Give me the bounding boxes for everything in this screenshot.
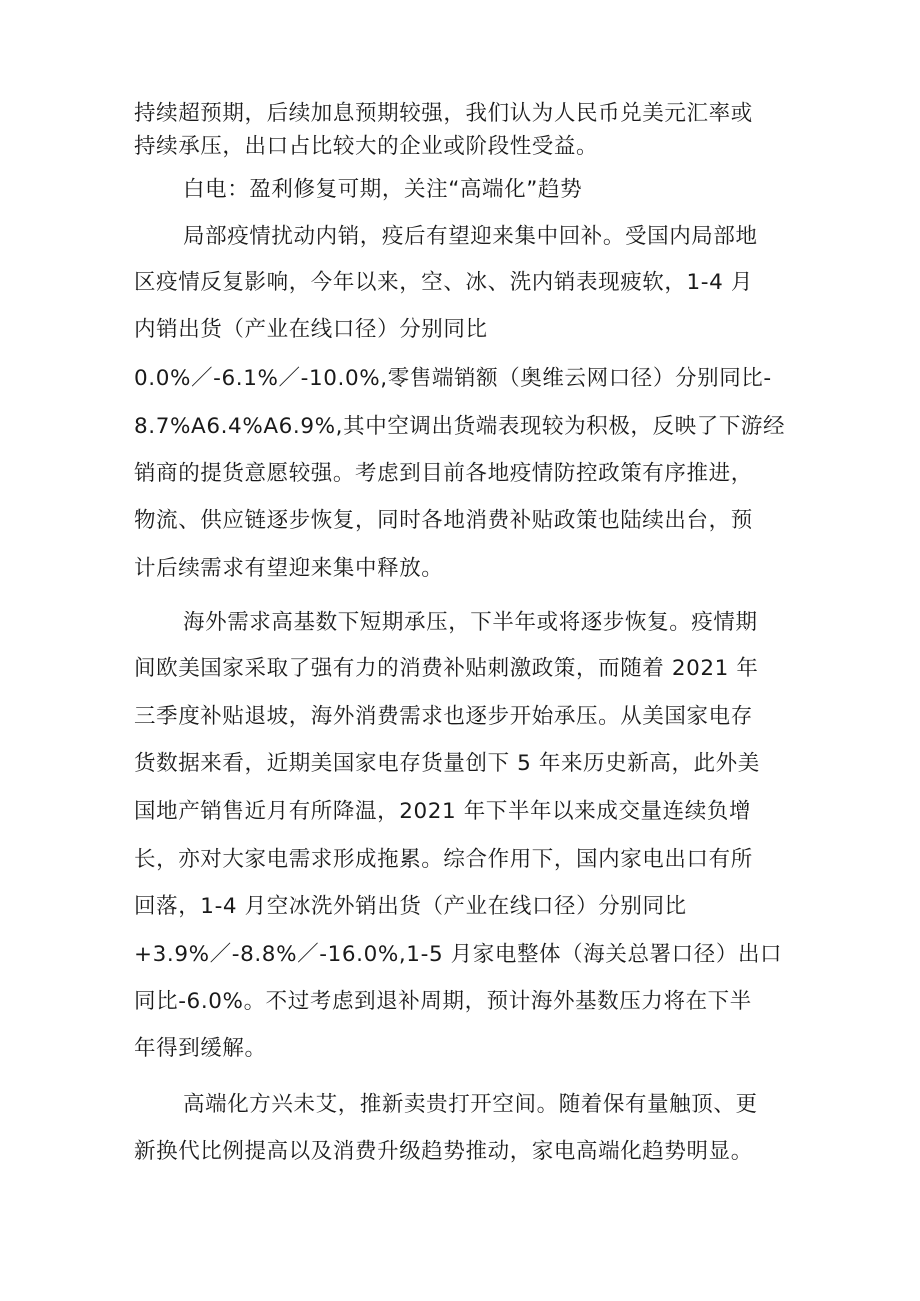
text-line: 长，亦对大家电需求形成拖累。综合作用下，国内家电出口有所 <box>134 847 753 872</box>
paragraph-start: 局部疫情扰动内销，疫后有望迎来集中回补。受国内局部地 <box>183 224 758 249</box>
text-line: 三季度补贴退坡，海外消费需求也逐步开始承压。从美国家电存 <box>134 704 753 729</box>
text-line: 计后续需求有望迎来集中释放。 <box>134 556 444 581</box>
text-line: 年得到缓解。 <box>134 1036 267 1061</box>
section-heading: 白电：盈利修复可期，关注“高端化”趋势 <box>183 177 583 202</box>
text-line: 回落，1-4 月空冰洗外销出货（产业在线口径）分别同比 <box>134 894 687 919</box>
text-line: 物流、供应链逐步恢复，同时各地消费补贴政策也陆续出台，预 <box>134 508 753 533</box>
text-line: 销商的提货意愿较强。考虑到目前各地疫情防控政策有序推进， <box>134 461 753 486</box>
text-line: 货数据来看，近期美国家电存货量创下 5 年来历史新高，此外美 <box>134 751 760 776</box>
text-line: 新换代比例提高以及消费升级趋势推动，家电高端化趋势明显。 <box>134 1139 753 1164</box>
text-line: 持续超预期，后续加息预期较强，我们认为人民币兑美元汇率或 <box>134 101 753 126</box>
text-line: 同比-6.0%。不过考虑到退补周期，预计海外基数压力将在下半 <box>134 989 752 1014</box>
text-line: 国地产销售近月有所降温，2021 年下半年以来成交量连续负增 <box>134 799 752 824</box>
text-line: 0.0%／-6.1%／-10.0%,零售端销额（奥维云网口径）分别同比- <box>134 366 772 391</box>
text-line: 间欧美国家采取了强有力的消费补贴刺激政策，而随着 2021 年 <box>134 656 759 681</box>
paragraph-start: 高端化方兴未艾，推新卖贵打开空间。随着保有量触顶、更 <box>183 1092 758 1117</box>
text-line: 内销出货（产业在线口径）分别同比 <box>134 317 488 342</box>
text-line: 持续承压，出口占比较大的企业或阶段性受益。 <box>134 134 599 159</box>
text-line: +3.9%／-8.8%／-16.0%,1-5 月家电整体（海关总署口径）出口 <box>134 942 783 967</box>
text-line: 8.7%A6.4%A6.9%,其中空调出货端表现较为积极，反映了下游经 <box>134 414 786 439</box>
paragraph-start: 海外需求高基数下短期承压，下半年或将逐步恢复。疫情期 <box>183 610 758 635</box>
text-line: 区疫情反复影响，今年以来，空、冰、洗内销表现疲软，1-4 月 <box>134 270 753 295</box>
